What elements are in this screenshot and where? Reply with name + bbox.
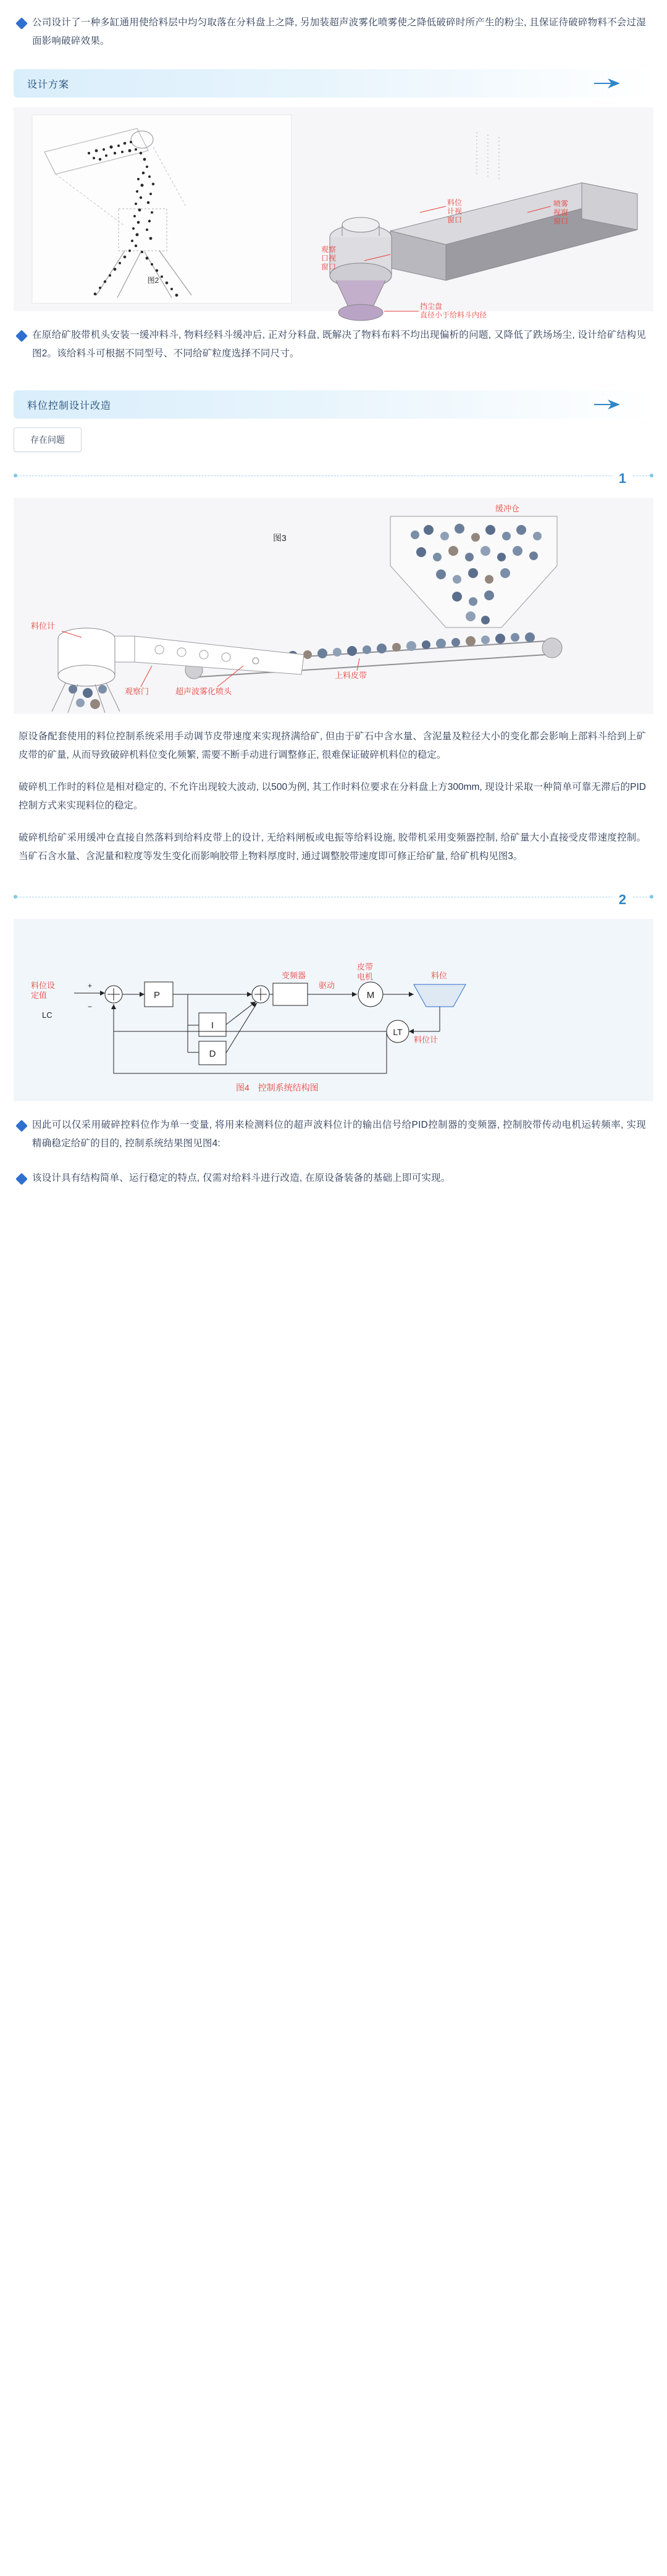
intro-bullet-row xyxy=(0,0,667,51)
divider-number: 2 xyxy=(613,892,632,908)
intro-bullet-text: 公司设计了一种多缸通用使给料层中均匀取落在分料盘上之降, 另加装超声波雾化喷雾使之降低破碎时所产生的粉尘, 且保证待破碎物料不会过湿面影响破碎效果。 xyxy=(32,17,646,46)
arrow-right-icon xyxy=(593,398,621,411)
diamond-bullet-icon xyxy=(15,17,28,30)
section-banner-level-control xyxy=(14,390,653,419)
svg-text:直径小于给料斗内径: 直径小于给料斗内径 xyxy=(420,311,487,319)
label-drive: 驱动 xyxy=(319,981,335,990)
label-buffer-bin: 缓冲仓 xyxy=(495,504,520,513)
section2-bullet2-row xyxy=(0,1153,667,1188)
label-motor-m: M xyxy=(366,990,375,1001)
figure4-panel xyxy=(14,919,653,1101)
label-lc: LC xyxy=(42,1010,52,1020)
label-p: P xyxy=(153,990,161,1001)
paragraph-1: 原设备配套使用的料位控制系统采用手动调节皮带速度来实现挤满给矿, 但由于矿石中含水量、含泥量及粒径大小的变化都会影响上部料斗给到上矿皮带的矿量, 从而导致破碎机料位变化频繁, 需要不断手动进行调整修正, 很难保证破碎机料位的稳定。 xyxy=(19,731,646,760)
svg-text:挡尘盘: 挡尘盘 xyxy=(420,302,443,311)
paragraph-2: 破碎机工作时的料位是相对稳定的, 不允许出现较大波动, 以500为例, 其工作时料位要求在分料盘上方300mm, 现设计采取一种简单可靠无滞后的PID控制方式来实现料位的稳定。 xyxy=(19,782,646,811)
label-level-gauge: 料位计 xyxy=(31,621,56,631)
diamond-bullet-icon xyxy=(15,1120,28,1132)
label-observe-door: 观察门 xyxy=(125,687,149,696)
svg-text:图2: 图2 xyxy=(147,276,159,285)
arrow-right-icon xyxy=(593,77,621,90)
section2-bullet1-text: 因此可以仅采用破碎控料位作为单一变量, 将用来检测料位的超声波料位计的输出信号给PID控制器的变频器, 控制胶带传动电机运转频率, 实现精确稳定给矿的目的, 控制系统结果图见图4: xyxy=(32,1120,646,1149)
svg-text:+: + xyxy=(88,981,93,990)
label-lt: LT xyxy=(393,1027,403,1037)
section-title: 设计方案 xyxy=(27,79,70,90)
divider-number: 1 xyxy=(613,471,632,487)
figure3-caption: 图3 xyxy=(273,533,287,543)
section1-bullet-row xyxy=(0,311,667,363)
divider-dot-left-icon xyxy=(14,474,17,477)
diamond-bullet-icon xyxy=(15,330,28,342)
divider-dot-right-icon xyxy=(650,474,653,477)
paragraph-3: 破碎机给矿采用缓冲仓直接自然落料到给料皮带上的设计, 无给料闸板或电振等给料设施, 胶带机采用变频器控制, 给矿量大小直接受皮带速度控制。当矿石含水量、含泥量和粒度等发生变化而影响胶带上物料厚度时, 通过调整胶带速度即可修正给矿量, 给矿机构见图3。 xyxy=(19,833,646,862)
svg-text:窗口: 窗口 xyxy=(447,216,463,224)
section-title: 料位控制设计改造 xyxy=(27,400,112,411)
figure3-panel xyxy=(14,498,653,714)
label-belt-motor-2: 电机 xyxy=(357,972,374,981)
divider-1 xyxy=(14,468,653,493)
document-page xyxy=(0,0,667,1212)
figure2-panel xyxy=(14,107,653,319)
label-belt-motor-1: 皮带 xyxy=(357,962,374,971)
svg-text:计视: 计视 xyxy=(447,207,463,216)
label-level-gauge: 料位计 xyxy=(414,1035,438,1044)
svg-text:窗口: 窗口 xyxy=(321,262,337,271)
divider-dot-left-icon xyxy=(14,895,17,899)
label-inverter: 变频器 xyxy=(282,971,306,980)
svg-text:口视: 口视 xyxy=(321,254,337,262)
section-banner-design-plan xyxy=(14,69,653,98)
section2-bullet1-row xyxy=(0,1101,667,1153)
svg-text:−: − xyxy=(88,1002,93,1011)
divider-2 xyxy=(14,889,653,914)
svg-text:喷雾: 喷雾 xyxy=(553,199,569,208)
svg-text:视窗: 视窗 xyxy=(553,208,569,217)
label-setpoint-1: 料位设 xyxy=(31,981,56,990)
label-d: D xyxy=(209,1049,216,1059)
section1-bullet-text: 在原给矿胶带机头安装一缓冲料斗, 物料经料斗缓冲后, 正对分料盘, 既解决了物料布料不均出现偏析的问题, 又降低了跌场场尘, 设计给矿结构见图2。该给料斗可根据不同型号、不同给矿粒度选择不同尺寸。 xyxy=(32,330,646,359)
section2-bullet2-text: 该设计具有结构简单、运行稳定的特点, 仅需对给料斗进行改造, 在原设备装备的基础上即可实现。 xyxy=(32,1173,451,1183)
divider-dot-right-icon xyxy=(650,895,653,899)
label-setpoint-2: 定值 xyxy=(31,991,48,1000)
label-i: I xyxy=(211,1020,214,1031)
svg-text:窗口: 窗口 xyxy=(553,217,569,225)
figure4-caption: 图4 控制系统结构图 xyxy=(236,1083,319,1093)
label-feed-belt: 上料皮带 xyxy=(335,671,367,680)
tab-existing-problems[interactable]: 存在问题 xyxy=(14,427,82,452)
label-level: 料位 xyxy=(431,971,448,980)
diamond-bullet-icon xyxy=(15,1173,28,1185)
subtab-wrap xyxy=(14,427,653,452)
svg-text:观察: 观察 xyxy=(321,245,337,254)
svg-text:料位: 料位 xyxy=(447,198,463,207)
label-ultrasonic-nozzle: 超声波雾化喷头 xyxy=(175,687,232,696)
